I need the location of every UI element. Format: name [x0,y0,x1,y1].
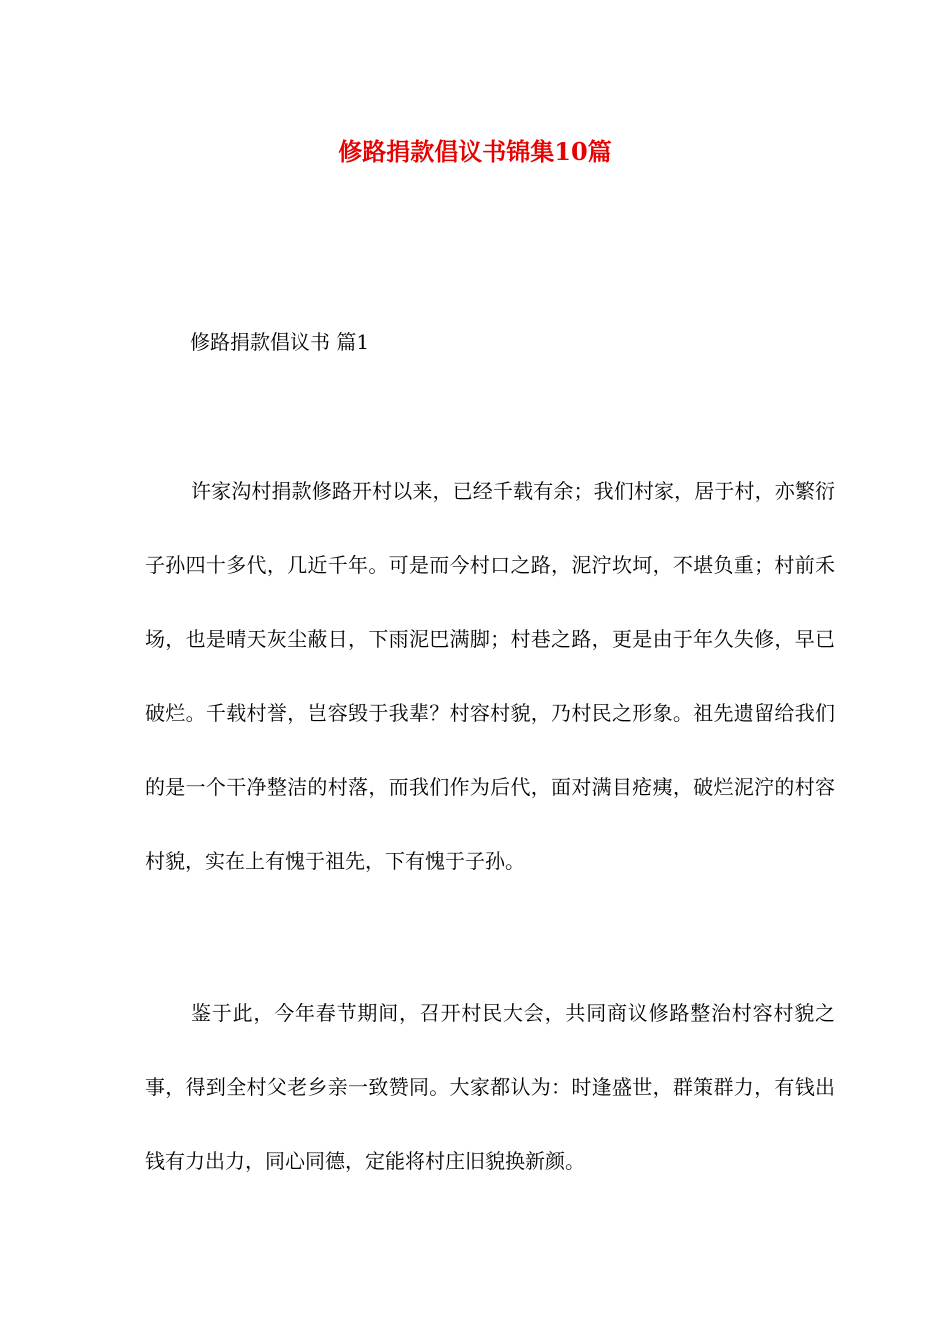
body-paragraph: 鉴于此，今年春节期间，召开村民大会，共同商议修路整治村容村貌之事，得到全村父老乡亲一致赞同。大家都认为：时逢盛世，群策群力，有钱出钱有力出力，同心同德，定能将村庄旧貌换新颜。 [145,1001,835,1173]
body-paragraph: 许家沟村捐款修路开村以来，已经千载有余；我们村家，居于村，亦繁衍子孙四十多代，几近千年。可是而今村口之路，泥泞坎坷，不堪负重；村前禾场，也是晴天灰尘蔽日，下雨泥巴满脚；村巷之路，更是由于年久失修，早已破烂。千载村誉，岂容毁于我辈？村容村貌，乃村民之形象。祖先遗留给我们的是一个干净整洁的村落，而我们作为后代，面对满目疮痍，破烂泥泞的村容村貌，实在上有愧于祖先，下有愧于子孙。 [145,479,835,873]
document-title: 修路捐款倡议书锦集10篇 [338,137,612,166]
section-heading: 修路捐款倡议书 篇1 [190,330,370,354]
